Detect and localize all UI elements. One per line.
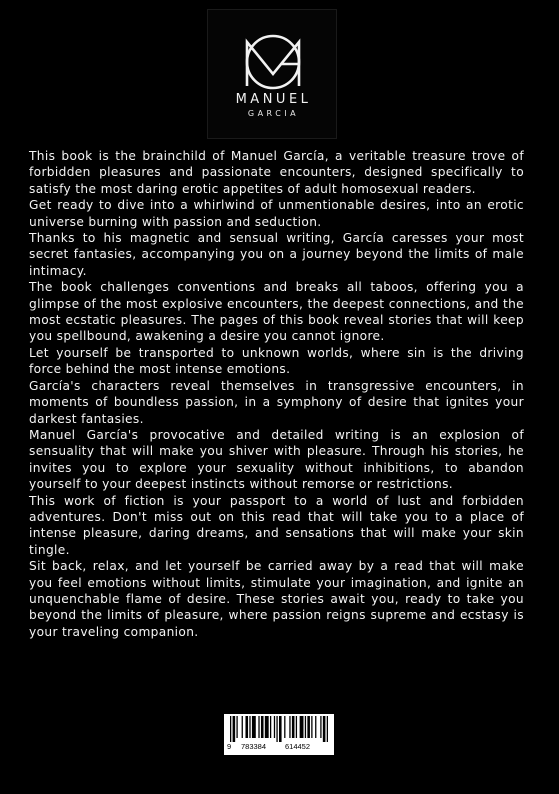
paragraph: This book is the brainchild of Manuel García, a veritable treasure trove of forbidden pleasures and passionate encounters, designed specifically to satisfy the most daring erotic appetites of adult homosexual readers. <box>29 149 524 196</box>
logo-surname: GARCIA <box>247 109 300 118</box>
isbn-barcode <box>224 714 334 755</box>
barcode-icon <box>230 716 328 742</box>
barcode-number <box>226 742 332 754</box>
barcode-digit-group-2: 614452 <box>285 742 311 751</box>
mg-monogram-icon <box>232 30 314 94</box>
logo-name: MANUEL <box>235 92 312 107</box>
paragraph: This work of fiction is your passport to a world of lust and forbidden adventures. Don't miss out on this read that will take you to a place of intense pleasure, daring dreams, and sensations that will make your skin tingle. <box>29 493 524 557</box>
book-description <box>29 148 524 640</box>
barcode-digit-group-1: 783384 <box>241 742 267 751</box>
paragraph: The book challenges conventions and breaks all taboos, offering you a glimpse of the most explosive encounters, the deepest connections, and the most ecstatic pleasures. The pages of this book reveal stories that will keep you spellbound, awakening a desire you cannot ignore. <box>29 280 524 344</box>
paragraph: Manuel García's provocative and detailed writing is an explosion of sensuality that will make you shiver with pleasure. Through his stories, he invites you to explore your sexuality without inhibitions, to abandon yourself to your deepest instincts without remorse or restrictions. <box>29 427 524 492</box>
paragraph: Let yourself be transported to unknown worlds, where sin is the driving force behind the most intense emotions. <box>29 345 524 377</box>
paragraph: Get ready to dive into a whirlwind of unmentionable desires, into an erotic universe burning with passion and seduction. <box>29 198 524 229</box>
publisher-logo <box>207 9 337 139</box>
paragraph: Sit back, relax, and let yourself be carried away by a read that will make you feel emotions without limits, stimulate your imagination, and ignite an unquenchable flame of desire. These stories await you, ready to take you beyond the limits of pleasure, where passion reigns supreme and ecstasy is your traveling companion. <box>29 559 524 639</box>
barcode-digit-first: 9 <box>227 742 232 751</box>
paragraph: García's characters reveal themselves in transgressive encounters, in moments of boundless passion, in a symphony of desire that ignites your darkest fantasies. <box>29 378 524 426</box>
paragraph: Thanks to his magnetic and sensual writing, García caresses your most secret fantasies, accompanying you on a journey beyond the limits of male intimacy. <box>29 231 524 278</box>
